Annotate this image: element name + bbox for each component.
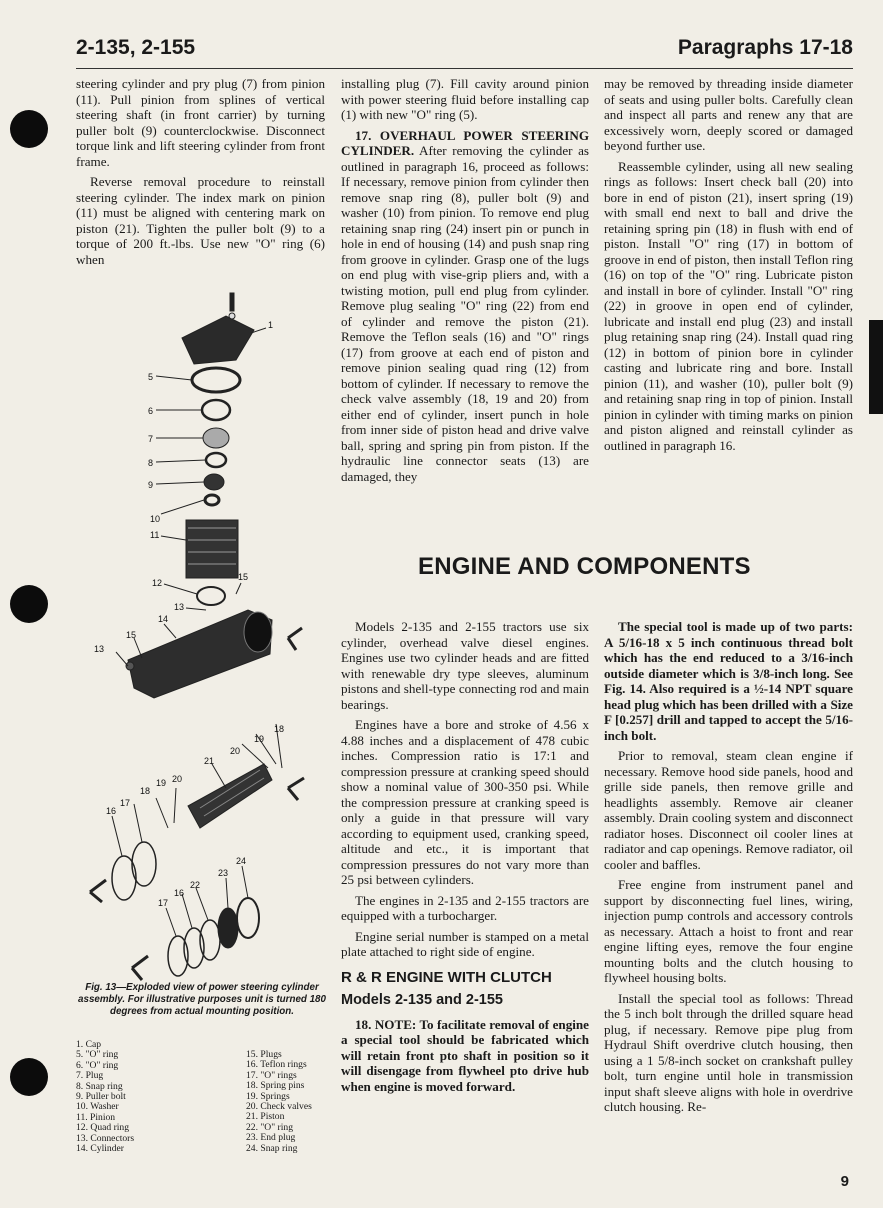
binder-hole-top	[10, 110, 48, 148]
paragraph: steering cylinder and pry plug (7) from pinion (11). Pull pinion from splines of vertical steering shaft (in front carrier) by turning puller bolt (9) counterclockwise. Disconnect torque link and lift steering cylinder from front frame.	[76, 76, 325, 169]
legend-item: 17. "O" rings	[246, 1069, 297, 1081]
paragraph: Reassemble cylinder, using all new sealing rings as follows: Insert check ball (20) into bore in end of piston (21), insert spring (19) with small end next to ball and drive the retaining spring pin (18) in flush with end of piston. Install "O" ring (17) in bottom of groove in end of piston, then install Teflon ring (16) on top of the "O" ring. Lubricate piston and install in bore of cylinder. Install "O" ring (22) in groove in open end of cylinder, lubricate and install end plug (23) and install plug retaining snap ring (24). Install quad ring (12) in bottom of pinion bore in cylinder casting and lubricate ring and bore. Install pinion (11), and washer (10), puller bolt (9) and retaining snap ring in top of pinion. Install pinion in cylinder with timing marks on pinion and piston aligned and reinstall cylinder as outlined in paragraph 16.	[604, 158, 853, 453]
legend-item: 18. Spring pins	[246, 1080, 305, 1092]
callout-5: 5	[148, 372, 154, 382]
paragraph-17-text: After removing the cylinder as outlined in paragraph 16, proceed as follows: If necessary, remove pinion from cylinder then remove snap ring (8), puller bolt (9) and washer (10) from pinion. To remove end plug retaining snap ring (24) insert pin or punch in hole in end of housing (14) and push snap ring from groove in cylinder. Grasp one of the lugs on end plug with vise-grip pliers and, with a twisting motion, pull end plug from cylinder. Remove plug sealing "O" ring (22) from end of cylinder and remove the piston (21). Remove the Teflon seals (16) and "O" rings (17) from groove at each end of piston and remove pinion sealing quad ring (12) from bottom of cylinder. If necessary to remove the check valve assembly (18, 19 and 20) from either end of cylinder, insert punch in hole from inner side of piston head and drive valve ball, spring and spring pin from piston. If the hydraulic line connector seats (13) are damaged, they	[341, 143, 589, 484]
paragraph: Reverse removal procedure to reinstall steering cylinder. The index mark on pinion (11) must be aligned with centering mark on piston (21). Tighten the puller bolt (9) to a torque of 200 ft.-lbs. Use new "O" ring (6) when	[76, 174, 325, 267]
figure-13	[76, 288, 328, 988]
legend-item: 5. "O" ring	[76, 1049, 119, 1061]
callout-13: 13	[174, 602, 185, 612]
legend-item: 6. "O" ring	[76, 1059, 119, 1071]
callout-13b: 13	[94, 644, 105, 654]
column-3-text	[604, 76, 853, 458]
callout-18b: 18	[140, 786, 151, 796]
legend-item: 8. Snap ring	[76, 1080, 123, 1092]
callout-16b: 16	[174, 888, 185, 898]
legend-item: 9. Puller bolt	[76, 1091, 126, 1103]
legend-item: 24. Snap ring	[246, 1142, 298, 1154]
callout-21: 21	[204, 756, 215, 766]
column-2-text	[341, 76, 589, 489]
callout-24: 24	[236, 856, 247, 866]
callout-15: 15	[238, 572, 249, 582]
paragraph: Free engine from instrument panel and support by disconnecting fuel lines, wiring, injection pump controls and accessory controls as necessary. Attach a hoist to front and rear engine lifting eyes, remove the four engine mounting bolts and the clutch housing to flywheel housing bolts.	[604, 877, 853, 985]
callout-14: 14	[158, 614, 169, 624]
callout-19b: 19	[156, 778, 167, 788]
callout-7: 7	[148, 434, 154, 444]
legend-item: 1. Cap	[76, 1039, 102, 1050]
legend-item: 7. Plug	[76, 1070, 104, 1082]
note-paragraph: 18. NOTE: To facilitate removal of engine a special tool should be fabricated which will retain front pto shaft in position so it will disengage from flywheel pto drive hub when engine is moved forward.	[341, 1016, 589, 1094]
header-models: 2-135, 2-155	[76, 36, 196, 59]
paragraph: Engine serial number is stamped on a metal plate attached to right side of engine.	[341, 928, 589, 959]
column-1-text	[76, 76, 325, 272]
legend-right	[246, 1050, 312, 1154]
legend-item: 15. Plugs	[246, 1049, 282, 1060]
figure-caption: Fig. 13—Exploded view of power steering cylinder assembly. For illustrative purposes unit is turned 180 degrees from actual mounting position.	[78, 982, 326, 1017]
paragraph: installing plug (7). Fill cavity around pinion with power steering fluid before installing cap (1) with new "O" ring (5).	[341, 76, 589, 122]
legend-item: 22. "O" ring	[246, 1121, 294, 1133]
engine-right-column	[604, 619, 853, 1120]
callout-17b: 17	[158, 898, 169, 908]
paragraph: may be removed by threading inside diameter of seats and using puller bolts. Carefully clean and inspect all parts and renew any that are excessively worn, deeply scored or damaged beyond further use.	[604, 76, 853, 153]
exploded-view-illustration	[76, 288, 328, 988]
paragraph-17-heading: 17. OVERHAUL POWER STEERING CYLINDER.	[341, 127, 589, 158]
legend-item: 11. Pinion	[76, 1111, 116, 1123]
paragraph: Install the special tool as follows: Thread the 5 inch bolt through the drilled square head plug, if necessary. Remove pipe plug from Hydraul Shift overdrive clutch housing, then using a 1 5/8-inch socket on crankshaft pulley bolt, turn engine until hole in transmission input shaft sleeve aligns with hole in overdrive clutch housing. Re-	[604, 990, 853, 1114]
callout-1: 1	[268, 320, 274, 330]
header-paragraphs: Paragraphs 17-18	[677, 36, 853, 59]
legend-left	[76, 1040, 134, 1154]
paragraph: Engines have a bore and stroke of 4.56 x 4.88 inches and a displacement of 478 cubic inches. Compression ratio is 17:1 and compression pressure at cranking speed should show a nominal value of 300-350 psi. While the compression pressure at cranking speed is only a guide in that pressure will vary according to equipment used, cranking speed, altitude and etc., it is important that compression pressures do not vary more than 25 psi between cylinders.	[341, 717, 589, 887]
page-number: 9	[840, 1173, 849, 1190]
section-edge-tab	[869, 320, 883, 414]
callout-23: 23	[218, 868, 229, 878]
binder-hole-bottom	[10, 1058, 48, 1096]
special-tool-paragraph: The special tool is made up of two parts: A 5/16-18 x 5 inch continuous thread bolt which has the end reduced to a 3/16-inch outside diameter which is 3/8-inch long. See Fig. 14. Also required is a ½-14 NPT square head plug which has been drilled with a Size F [0.257] drill and tapped to accept the 5/16-inch bolt.	[604, 619, 853, 743]
paragraph: Models 2-135 and 2-155 tractors use six cylinder, overhead valve diesel engines. Engines use two cylinder heads and are fitted with renewable dry type sleeves, aluminum pistons and shell-type connecting rod and main bearings.	[341, 619, 589, 712]
callout-6: 6	[148, 406, 154, 416]
legend-item: 16. Teflon rings	[246, 1059, 307, 1071]
binder-hole-middle	[10, 585, 48, 623]
callout-16: 16	[106, 806, 117, 816]
legend-item: 14. Cylinder	[76, 1143, 124, 1155]
callout-17: 17	[120, 798, 131, 808]
header-rule	[76, 68, 853, 69]
legend-item: 12. Quad ring	[76, 1122, 130, 1134]
legend-item: 10. Washer	[76, 1101, 119, 1113]
paragraph: The engines in 2-135 and 2-155 tractors are equipped with a turbocharger.	[341, 892, 589, 923]
callout-20: 20	[230, 746, 241, 756]
callout-8: 8	[148, 458, 154, 468]
callout-11: 11	[150, 530, 160, 540]
paragraph: Prior to removal, steam clean engine if necessary. Remove hood side panels, hood and grille side panels, then remove grille and headlights assembly. Remove air cleaner assembly. Drain cooling system and disconnect radiator hoses. Disconnect oil cooler lines at radiator and cap openings. Remove radiator, oil cooler and baffles.	[604, 748, 853, 872]
legend-item: 19. Springs	[246, 1090, 290, 1102]
legend-item: 13. Connectors	[76, 1132, 135, 1144]
callout-9: 9	[148, 480, 154, 490]
rr-engine-heading: R & R ENGINE WITH CLUTCH	[341, 968, 552, 986]
legend-item: 21. Piston	[246, 1111, 285, 1123]
section-title: ENGINE AND COMPONENTS	[418, 553, 751, 580]
engine-left-column	[341, 619, 589, 1099]
callout-12: 12	[152, 578, 163, 588]
callout-22: 22	[190, 880, 201, 890]
legend-item: 23. End plug	[246, 1132, 296, 1144]
callout-10: 10	[150, 514, 161, 524]
callout-18: 18	[274, 724, 285, 734]
paragraph-17	[341, 128, 589, 485]
callout-19: 19	[254, 734, 265, 744]
callout-20b: 20	[172, 774, 183, 784]
callout-15b: 15	[126, 630, 137, 640]
legend-item: 20. Check valves	[246, 1101, 312, 1113]
models-heading: Models 2-135 and 2-155	[341, 992, 503, 1008]
